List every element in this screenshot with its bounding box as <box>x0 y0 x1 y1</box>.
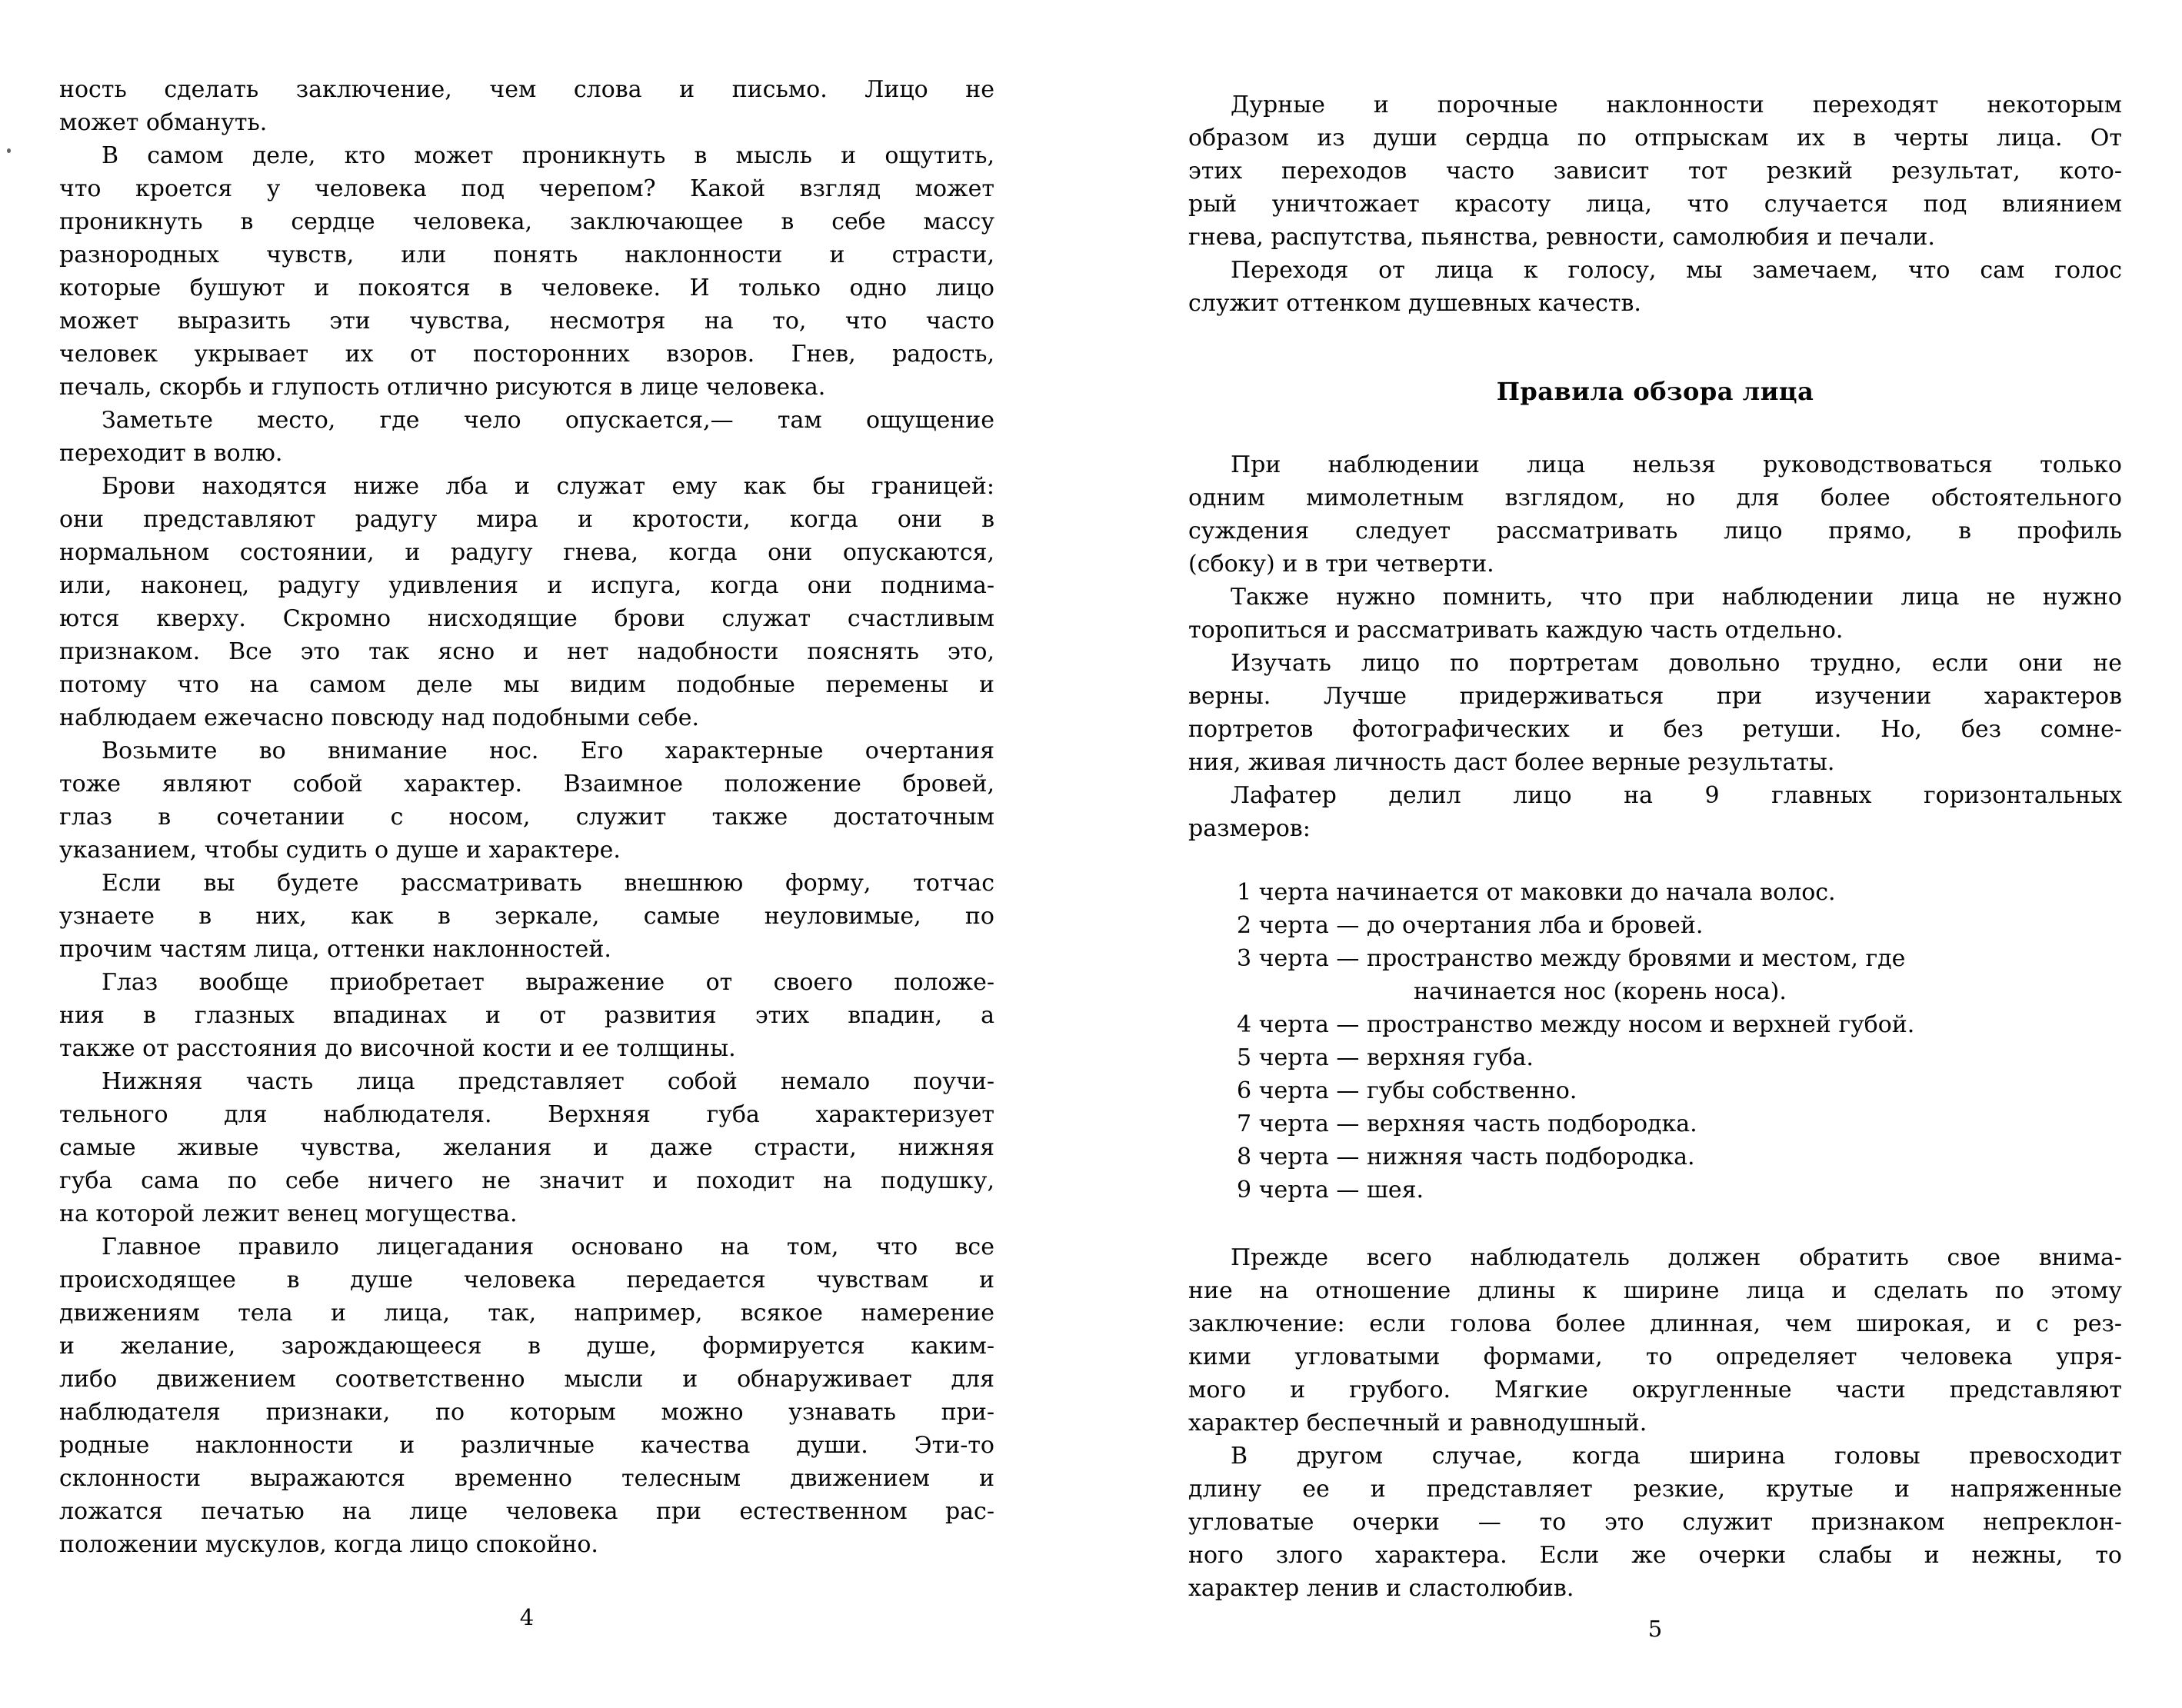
text-line: одним мимолетным взглядом, но для более обстоятельного <box>1188 484 2122 511</box>
paragraph <box>1188 647 2122 779</box>
text-line: Брови находятся ниже лба и служат ему как бы границей: <box>102 473 994 500</box>
text-line: происходящее в душе человека передается чувствам и <box>59 1267 994 1293</box>
paragraph <box>1188 1241 2122 1440</box>
text-line: ния в глазных впадинах и от развития этих впадин, а <box>59 1002 994 1029</box>
text-line: характер беспечный и равнодушный. <box>1188 1410 1647 1437</box>
text-line: суждения следует рассматривать лицо прямо, в профиль <box>1188 518 2122 544</box>
text-line: ложатся печатью на лице человека при естественном рас- <box>59 1498 994 1525</box>
text-line: Нижняя часть лица представляет собой немало поучи- <box>102 1068 994 1095</box>
text-line: нормальном состоянии, и радугу гнева, когда они опускаются, <box>59 539 994 566</box>
paragraph <box>59 470 994 734</box>
text-line: ность сделать заключение, чем слова и письмо. Лицо не <box>59 76 994 103</box>
text-line: проникнуть в сердце человека, заключающее в себе массу <box>59 208 994 235</box>
page-number-right: 5 <box>1647 1616 1663 1642</box>
text-line: 3 черта — пространство между бровями и местом, где <box>1237 945 1906 972</box>
text-line: образом из души сердца по отпрыскам их в черты лица. От <box>1188 125 2122 151</box>
list-item <box>1237 1174 2122 1207</box>
text-line: 5 черта — верхняя губа. <box>1237 1044 1534 1071</box>
text-line: указанием, чтобы судить о душе и характере. <box>59 837 621 864</box>
text-line: В другом случае, когда ширина головы превосходит <box>1231 1443 2122 1470</box>
paragraph <box>59 867 994 966</box>
text-line: 7 черта — верхняя часть подбородка. <box>1237 1110 1697 1137</box>
paragraph <box>59 73 994 139</box>
text-line: может выразить эти чувства, несмотря на то, что часто <box>59 308 994 335</box>
text-line: При наблюдении лица нельзя руководствоваться только <box>1231 451 2122 478</box>
text-line: глаз в сочетании с носом, служит также достаточным <box>59 804 994 831</box>
text-line: самые живые чувства, желания и даже страсти, нижняя <box>59 1134 994 1161</box>
text-line: Переходя от лица к голосу, мы замечаем, что сам голос <box>1231 257 2122 284</box>
text-line: верны. Лучше придерживаться при изучении характеров <box>1188 683 2122 710</box>
paragraph <box>1188 1440 2122 1605</box>
text-line: тоже являют собой характер. Взаимное положение бровей, <box>59 771 994 797</box>
text-line: разнородных чувств, или понять наклонности и страсти, <box>59 241 994 268</box>
text-line: Также нужно помнить, что при наблюдении лица не нужно <box>1231 584 2122 611</box>
paragraph <box>1188 779 2122 845</box>
text-line: угловатые очерки — то это служит признаком непреклон- <box>1188 1509 2122 1536</box>
text-line: склонности выражаются временно телесным движением и <box>59 1465 994 1492</box>
text-line: ного злого характера. Если же очерки слабы и нежны, то <box>1188 1542 2122 1569</box>
text-line: Возьмите во внимание нос. Его характерные очертания <box>102 737 994 764</box>
text-line: 1 черта начинается от маковки до начала волос. <box>1237 879 1836 906</box>
text-line: также от расстояния до височной кости и ее толщины. <box>59 1035 736 1062</box>
text-line: Дурные и порочные наклонности переходят некоторым <box>1231 92 2122 118</box>
text-line: Главное правило лицегадания основано на том, что все <box>102 1234 994 1260</box>
paragraph <box>1188 581 2122 647</box>
text-line: потому что на самом деле мы видим подобные перемены и <box>59 671 994 698</box>
text-line: ются кверху. Скромно нисходящие брови служат счастливым <box>59 605 994 632</box>
text-line: наблюдаем ежечасно повсюду над подобными себе. <box>59 704 700 731</box>
text-line: губа сама по себе ничего не значит и походит на подушку, <box>59 1167 994 1194</box>
text-line: мого и грубого. Мягкие округленные части представляют <box>1188 1377 2122 1403</box>
paragraph <box>59 139 994 404</box>
text-line: размеров: <box>1188 815 1311 842</box>
text-line: Заметьте место, где чело опускается,— там ощущение <box>102 407 994 434</box>
text-line: может обмануть. <box>59 109 268 136</box>
paragraph <box>59 1065 994 1230</box>
text-line: Лафатер делил лицо на 9 главных горизонтальных <box>1231 782 2122 809</box>
list-item <box>1237 1140 2122 1174</box>
list-item <box>1237 1041 2122 1074</box>
text-line: прочим частям лица, оттенки наклонностей. <box>59 936 611 963</box>
text-line: заключение: если голова более длинная, чем широкая, и с рез- <box>1188 1310 2122 1337</box>
text-line: ния, живая личность даст более верные результаты. <box>1188 749 1835 776</box>
text-line: Изучать лицо по портретам довольно трудно, если они не <box>1231 650 2122 677</box>
text-line: родные наклонности и различные качества души. Эти-то <box>59 1432 994 1459</box>
text-line: 6 черта — губы собственно. <box>1237 1077 1577 1104</box>
text-line: на которой лежит венец могущества. <box>59 1200 518 1227</box>
text-line: движениям тела и лица, так, например, всякое намерение <box>59 1300 994 1327</box>
text-line: либо движением соответственно мысли и обнаруживает для <box>59 1366 994 1393</box>
text-line: тельного для наблюдателя. Верхняя губа характеризует <box>59 1101 994 1128</box>
text-line: Глаз вообще приобретает выражение от своего положе- <box>102 969 994 996</box>
text-line: человек укрывает их от посторонних взоров. Гнев, радость, <box>59 341 994 368</box>
text-line: кими угловатыми формами, то определяет человека упря- <box>1188 1343 2122 1370</box>
text-line: 8 черта — нижняя часть подбородка. <box>1237 1144 1695 1170</box>
paragraph <box>1188 448 2122 581</box>
list-item <box>1237 1008 2122 1041</box>
text-line: наблюдателя признаки, по которым можно узнавать при- <box>59 1399 994 1426</box>
section-heading: Правила обзора лица <box>1496 377 1814 406</box>
text-line: переходит в волю. <box>59 440 283 467</box>
text-line: положении мускулов, когда лицо спокойно. <box>59 1531 598 1558</box>
page-number-left: 4 <box>519 1604 535 1630</box>
text-line: характер ленив и сластолюбив. <box>1188 1575 1574 1602</box>
text-line: начинается нос (корень носа). <box>1414 978 1787 1005</box>
text-line: ние на отношение длины к ширине лица и сделать по этому <box>1188 1277 2122 1304</box>
text-line: 9 черта — шея. <box>1237 1177 1424 1204</box>
text-line: длину ее и представляет резкие, крутые и напряженные <box>1188 1476 2122 1503</box>
list-item <box>1237 942 2122 1008</box>
list-item <box>1237 876 2122 909</box>
scan-speck <box>7 148 11 153</box>
text-line: этих переходов часто зависит тот резкий результат, кото- <box>1188 158 2122 185</box>
text-line: (сбоку) и в три четверти. <box>1188 551 1494 578</box>
text-line: признаком. Все это так ясно и нет надобности пояснять это, <box>59 638 994 665</box>
text-line: торопиться и рассматривать каждую часть отдельно. <box>1188 617 1844 644</box>
list-item <box>1237 909 2122 942</box>
text-line: узнаете в них, как в зеркале, самые неуловимые, по <box>59 903 994 930</box>
paragraph <box>59 1230 994 1561</box>
text-line: служит оттенком душевных качеств. <box>1188 290 1641 317</box>
text-line: 4 черта — пространство между носом и верхней губой. <box>1237 1011 1915 1038</box>
paragraph <box>1188 254 2122 320</box>
left-page <box>59 73 994 1561</box>
text-line: они представляют радугу мира и кротости, когда они в <box>59 506 994 533</box>
text-line: портретов фотографических и без ретуши. Но, без сомне- <box>1188 716 2122 743</box>
list-item <box>1237 1107 2122 1140</box>
paragraph <box>59 966 994 1065</box>
list-item <box>1237 1074 2122 1107</box>
text-line: 2 черта — до очертания лба и бровей. <box>1237 912 1704 939</box>
measures-list <box>1188 876 2122 1207</box>
text-line: В самом деле, кто может проникнуть в мысль и ощутить, <box>102 142 994 169</box>
paragraph <box>1188 88 2122 254</box>
text-line: которые бушуют и покоятся в человеке. И только одно лицо <box>59 275 994 301</box>
text-line: рый уничтожает красоту лица, что случается под влиянием <box>1188 191 2122 218</box>
paragraph <box>59 734 994 867</box>
text-line: гнева, распутства, пьянства, ревности, самолюбия и печали. <box>1188 224 1935 251</box>
paragraph <box>59 404 994 470</box>
text-line: Прежде всего наблюдатель должен обратить свое внима- <box>1231 1244 2122 1271</box>
text-line: или, наконец, радугу удивления и испуга, когда они поднима- <box>59 572 994 599</box>
text-line: печаль, скорбь и глупость отлично рисуются в лице человека. <box>59 374 826 401</box>
text-line: Если вы будете рассматривать внешнюю форму, тотчас <box>102 870 994 897</box>
right-page <box>1188 88 2122 1605</box>
text-line: что кроется у человека под черепом? Какой взгляд может <box>59 175 994 202</box>
text-line: и желание, зарождающееся в душе, формируется каким- <box>59 1333 994 1360</box>
